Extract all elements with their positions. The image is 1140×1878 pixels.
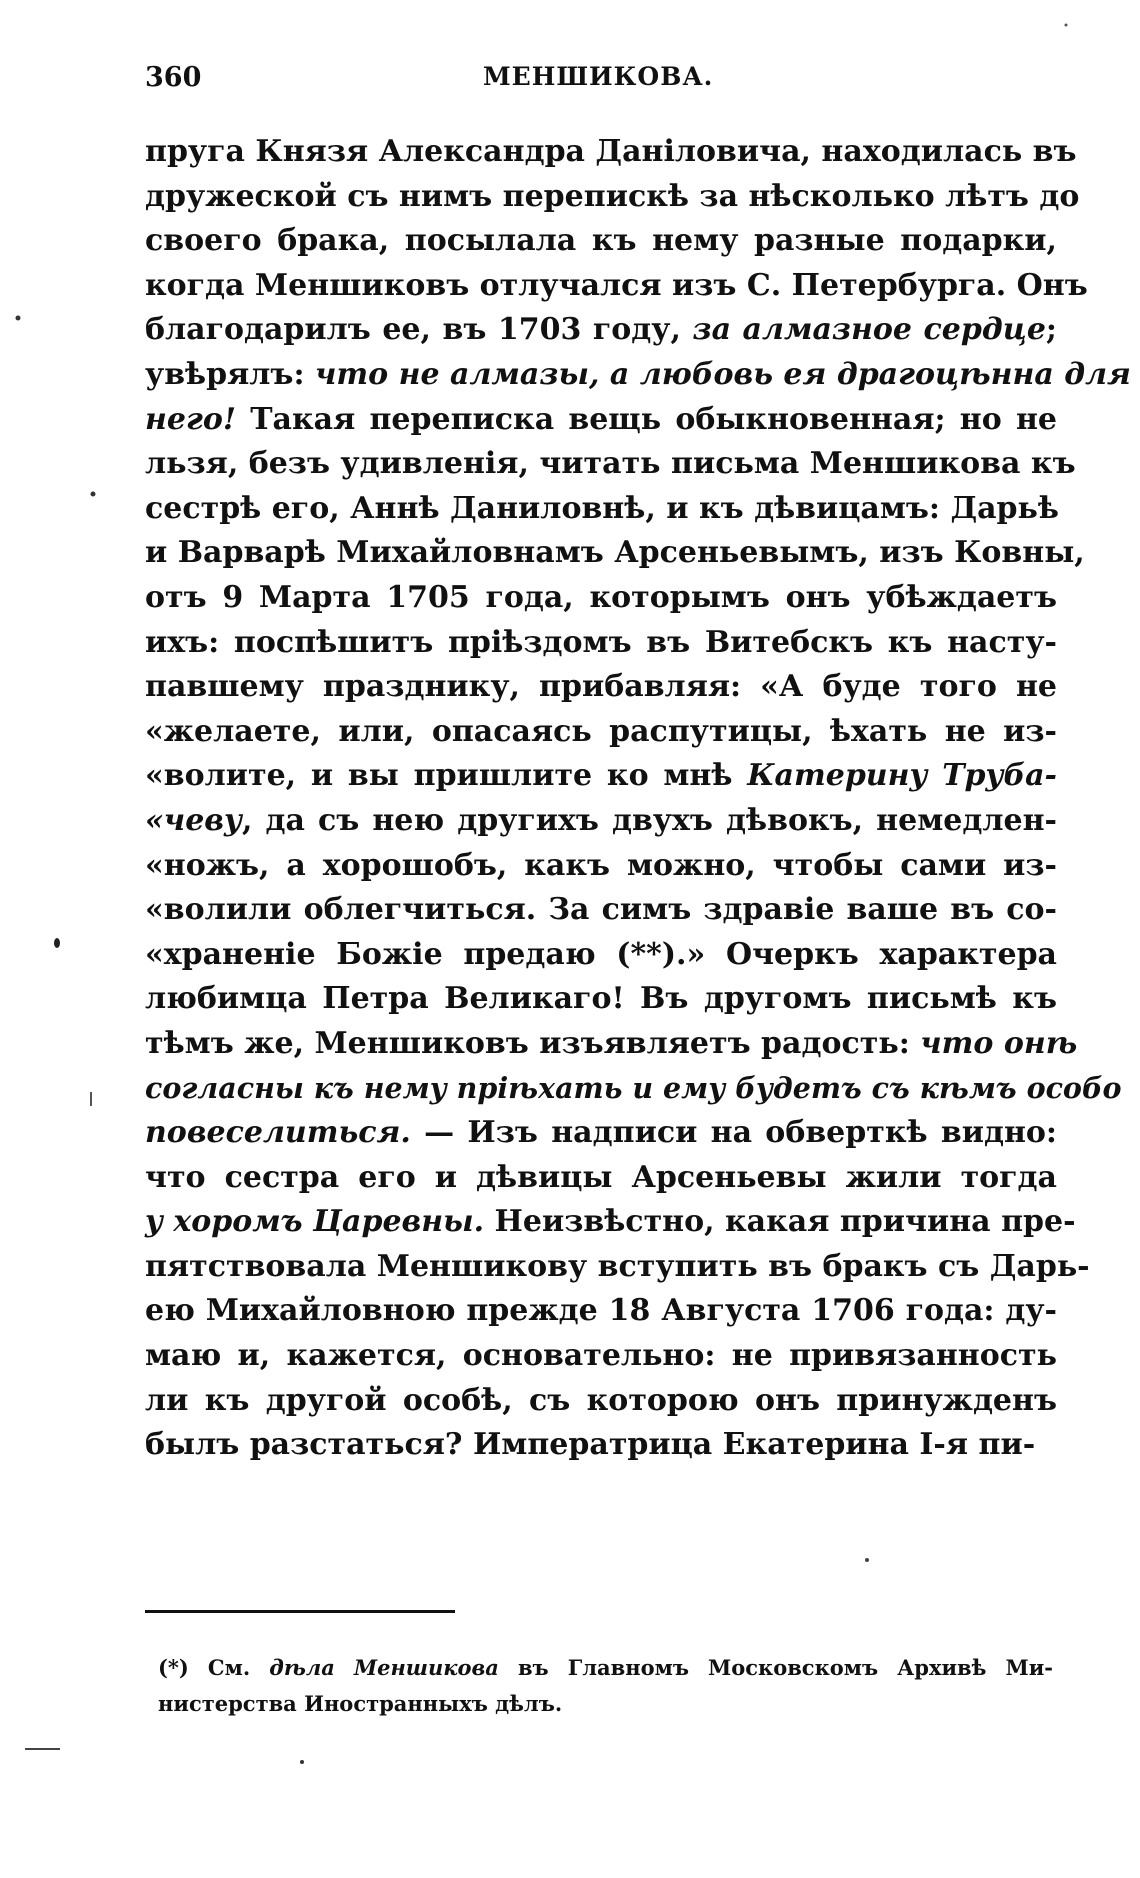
text-segment: льзя, безъ удивленія, читать письма Меншикова къ [145, 446, 1076, 482]
footnote-line [158, 1686, 1053, 1722]
text-segment: Неизвѣстно, какая причина пре- [484, 1204, 1076, 1240]
italic-text: «чеву [145, 802, 242, 838]
italic-text: у хоромъ Царевны. [145, 1204, 485, 1240]
text-segment: отъ 9 Марта 1705 года, которымъ онъ убѣждаетъ [145, 579, 1057, 615]
text-line [145, 844, 1057, 889]
text-segment: «храненіе Божіе предаю (**).» Очеркъ характера [145, 936, 1057, 972]
text-line [145, 1200, 1076, 1245]
text-line [145, 264, 1088, 309]
text-line [145, 175, 1080, 220]
text-segment: благодарилъ ее, въ 1703 году, [145, 312, 693, 348]
text-line [145, 219, 1057, 264]
text-line [145, 398, 1057, 443]
text-segment: «волили облегчиться. За симъ здравіе ваше въ со- [145, 892, 1057, 928]
text-line [145, 977, 1057, 1022]
text-line [145, 576, 1057, 621]
text-segment: пятствовала Меншикову вступить въ бракъ съ Дарь- [145, 1248, 1090, 1284]
ink-speck [865, 1558, 869, 1562]
text-line [145, 1156, 1057, 1201]
text-segment: Такая переписка вещь обыкновенная; но не [236, 401, 1057, 437]
text-line [145, 888, 1057, 933]
text-segment: маю и, кажется, основательно: не привязанность [145, 1338, 1057, 1374]
text-segment: ; [1045, 312, 1057, 348]
running-head: МЕНШИКОВА. [483, 62, 714, 91]
text-segment: , да съ нею другихъ двухъ дѣвокъ, немедлен- [241, 802, 1057, 838]
text-segment: сестрѣ его, Аннѣ Даниловнѣ, и къ дѣвицамъ: Дарьѣ [145, 490, 1059, 526]
text-line [145, 442, 1076, 487]
text-line [145, 531, 1085, 576]
text-segment: что сестра его и дѣвицы Арсеньевы жили тогда [145, 1159, 1057, 1195]
ink-speck [90, 1092, 92, 1106]
text-segment: ихъ: поспѣшитъ пріѣздомъ въ Витебскъ къ насту- [145, 624, 1057, 660]
text-line [145, 130, 1077, 175]
text-segment: своего брака, посылала къ нему разные подарки, [145, 223, 1057, 259]
italic-text: дѣла Меншикова [269, 1655, 499, 1680]
italic-text: Катерину Труба- [747, 758, 1058, 794]
footnote-rule [145, 1610, 455, 1613]
text-segment: пруга Князя Александра Даніловича, находилась въ [145, 134, 1077, 169]
text-segment: «желаете, или, опасаясь распутицы, ѣхать не из- [145, 713, 1057, 749]
text-segment: любимца Петра Великаго! Въ другомъ письмѣ къ [145, 981, 1057, 1017]
ink-speck [300, 1760, 304, 1764]
footnote-line [158, 1650, 1053, 1686]
body-text [145, 130, 1131, 1468]
italic-text: него! [145, 401, 237, 437]
text-segment: когда Меншиковъ отлучался изъ С. Петербурга. Онъ [145, 267, 1088, 303]
text-line [145, 353, 1131, 398]
text-line [145, 487, 1057, 532]
footnote [158, 1650, 1053, 1722]
ink-speck [16, 316, 21, 321]
text-segment: нистерства Иностранныхъ дѣлъ. [158, 1691, 563, 1716]
page-header [145, 62, 1050, 102]
italic-text: повеселиться. [145, 1115, 411, 1151]
italic-text: что онѣ [920, 1025, 1078, 1061]
text-segment: и Варварѣ Михайловнамъ Арсеньевымъ, изъ Ковны, [145, 535, 1085, 571]
text-line [145, 1111, 1057, 1156]
text-segment: ею Михайловною прежде 18 Августа 1706 года: ду- [145, 1293, 1057, 1329]
italic-text: что не алмазы, а любовь ея драгоцѣнна для [314, 356, 1131, 392]
italic-text: согласны къ нему пріѣхать и ему будетъ съ кѣмъ особо [145, 1071, 1122, 1106]
text-segment: былъ разстаться? Императрица Екатерина І-я пи- [145, 1427, 1036, 1463]
page-number: 360 [145, 62, 202, 93]
text-segment: ли къ другой особѣ, съ которою онъ принужденъ [145, 1382, 1057, 1418]
text-line [145, 665, 1057, 710]
text-line [145, 933, 1057, 978]
text-line [145, 621, 1057, 666]
text-segment: дружеской съ нимъ перепискѣ за нѣсколько лѣтъ до [145, 178, 1080, 214]
text-line [145, 1022, 1078, 1067]
text-segment: въ Главномъ Московскомъ Архивѣ Ми- [498, 1655, 1053, 1680]
text-line [145, 1289, 1057, 1334]
text-segment: «волите, и вы пришлите ко мнѣ [145, 758, 748, 794]
text-line [145, 754, 1057, 799]
italic-text: за алмазное сердце [692, 312, 1046, 348]
text-segment: тѣмъ же, Меншиковъ изъявляетъ радость: [145, 1025, 921, 1061]
text-segment: увѣрялъ: [145, 356, 315, 392]
text-segment: павшему празднику, прибавляя: «А буде того не [145, 669, 1057, 705]
text-line [145, 1066, 1122, 1111]
text-line [145, 1334, 1057, 1379]
text-line [145, 308, 1057, 353]
text-line [145, 1379, 1057, 1424]
text-line [145, 1245, 1090, 1290]
text-segment: (*) См. [158, 1655, 270, 1680]
ink-speck [25, 1748, 60, 1750]
text-segment: — Изъ надписи на обверткѣ видно: [410, 1115, 1057, 1151]
ink-speck [54, 938, 60, 948]
ink-speck [91, 492, 96, 497]
text-line [145, 799, 1057, 844]
text-line [145, 710, 1057, 755]
ink-speck [1065, 24, 1068, 27]
text-line [145, 1423, 1057, 1468]
text-segment: «ножъ, а хорошобъ, какъ можно, чтобы сами из- [145, 847, 1057, 883]
